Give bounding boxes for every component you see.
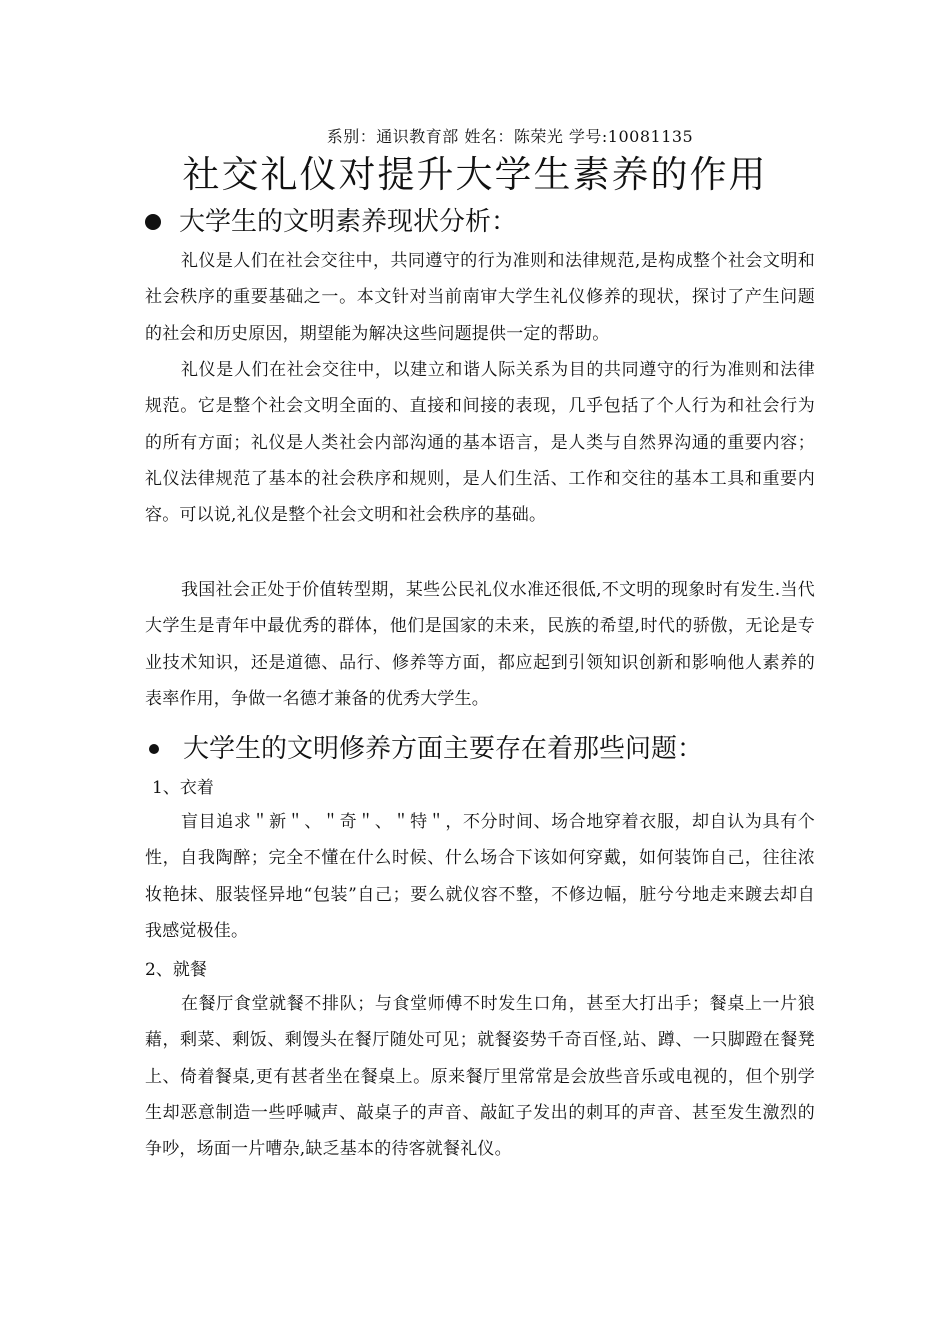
paragraph-3: 我国社会正处于价值转型期，某些公民礼仪水准还很低,不文明的现象时有发生.当代大学生是青年中最优秀的群体，他们是国家的未来，民族的希望,时代的骄傲，无论是专业技术知识，还是道德、品行、修养等方面，都应起到引领知识创新和影响他人素养的表率作用，争做一名德才兼备的优秀大学生。 [145,580,815,709]
subsection-label-clothing: 1、衣着 [152,778,214,798]
bullet-icon [149,744,159,754]
section-heading-2-text: 大学生的文明修养方面主要存在着那些问题： [183,734,704,764]
paragraph-1: 礼仪是人们在社会交往中，共同遵守的行为准则和法律规范,是构成整个社会文明和社会秩序的重要基础之一。本文针对当前南审大学生礼仪修养的现状，探讨了产生问题的社会和历史原因，期望能为解决这些问题提供一定的帮助。 [145,251,815,344]
paragraph-dining: 在餐厅食堂就餐不排队；与食堂师傅不时发生口角，甚至大打出手；餐桌上一片狼藉，剩菜、剩饭、剩馒头在餐厅随处可见；就餐姿势千奇百怪,站、蹲、一只脚蹬在餐凳上、倚着餐桌,更有甚者坐在餐桌上。原来餐厅里常常是会放些音乐或电视的，但个别学生却恶意制造一些呼喊声、敲桌子的声音、敲缸子发出的刺耳的声音、甚至发生激烈的争吵，场面一片嘈杂,缺乏基本的待客就餐礼仪。 [145,994,815,1160]
section-heading-1 [145,205,517,239]
section-heading-2 [145,732,703,766]
bullet-icon [145,214,161,230]
paragraph-clothing: 盲目追求＂新＂、＂奇＂、＂特＂，不分时间、场合地穿着衣服，却自认为具有个性，自我陶醉；完全不懂在什么时候、什么场合下该如何穿戴，如何装饰自己，往往浓妆艳抹、服装怪异地“包装”自己；要么就仪容不整，不修边幅，脏兮兮地走来踱去却自我感觉极佳。 [145,812,815,941]
section-heading-1-text: 大学生的文明素养现状分析： [179,207,518,237]
author-info: 系别：通识教育部 姓名：陈荣光 学号:10081135 [326,127,694,146]
paragraph-2: 礼仪是人们在社会交往中，以建立和谐人际关系为目的共同遵守的行为准则和法律规范。它是整个社会文明全面的、直接和间接的表现，几乎包括了个人行为和社会行为的所有方面；礼仪是人类社会内部沟通的基本语言，是人类与自然界沟通的重要内容；礼仪法律规范了基本的社会秩序和规则，是人们生活、工作和交往的基本工具和重要内容。可以说,礼仪是整个社会文明和社会秩序的基础。 [145,360,815,526]
document-title: 社交礼仪对提升大学生素养的作用 [182,153,768,196]
subsection-label-dining: 2、就餐 [145,960,207,980]
